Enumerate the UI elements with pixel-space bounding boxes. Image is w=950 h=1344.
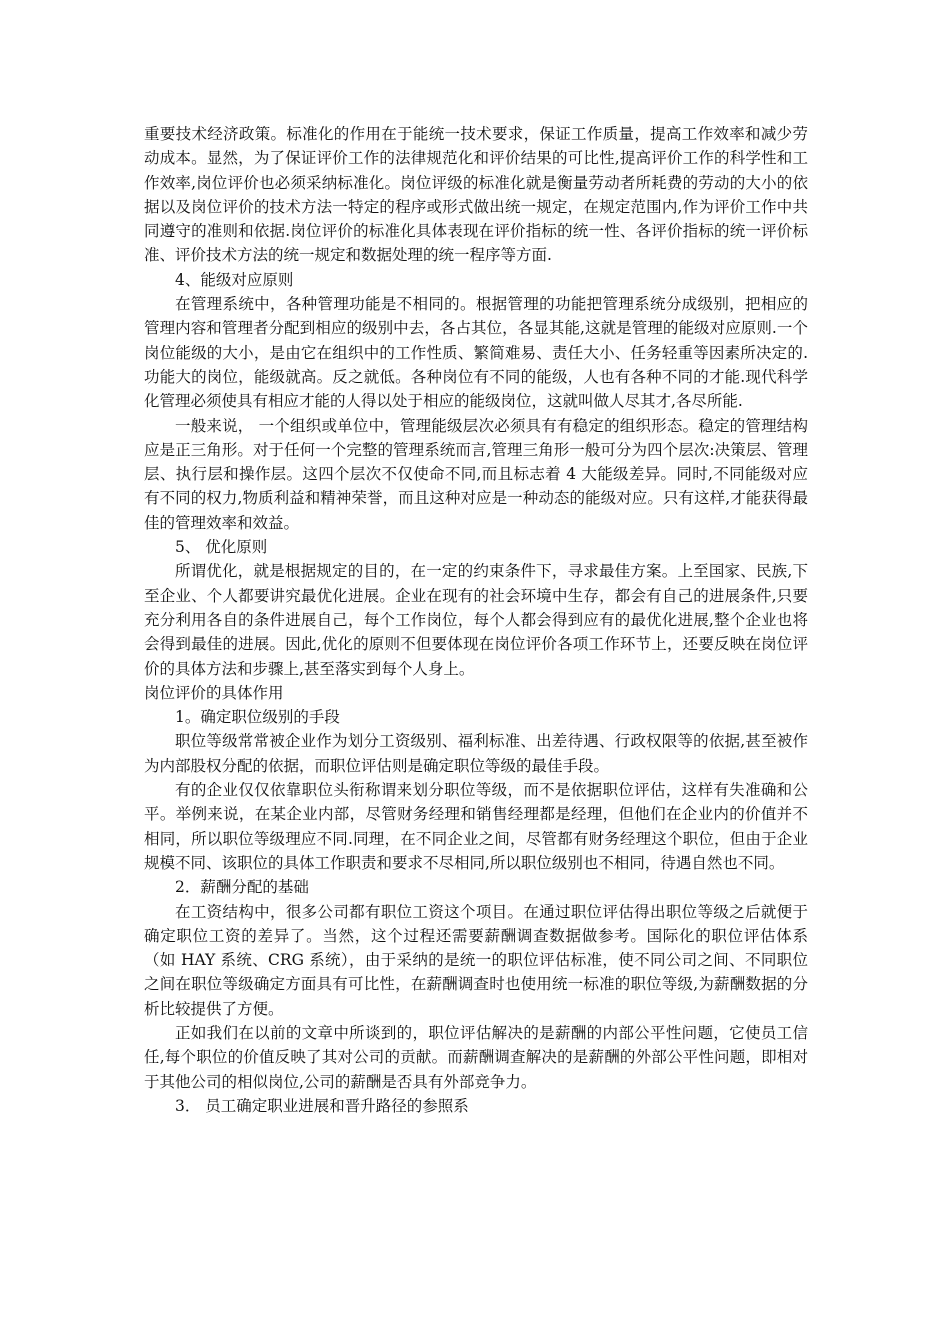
paragraph-optimization: 所谓优化，就是根据规定的目的，在一定的约束条件下，寻求最佳方案。上至国家、民族,下至企业、个人都要讲究最优化进展。企业在现有的社会环境中生存，都会有自己的进展条件,只要充分利用各自的条件进展自己，每个工作岗位，每个人都会得到应有的最优化进展,整个企业也将会得到最佳的进展。因此,优化的原则不但要体现在岗位评价各项工作环节上，还要反映在岗位评价的具体方法和步骤上,甚至落实到每个人身上。 — [144, 562, 808, 678]
paragraph-salary-2: 正如我们在以前的文章中所谈到的，职位评估解决的是薪酬的内部公平性问题，它使员工信任,每个职位的价值反映了其对公司的贡献。而薪酬调查解决的是薪酬的外部公平性问题，即相对于其他公司的相似岗位,公司的薪酬是否具有外部竞争力。 — [144, 1023, 808, 1091]
paragraph-job-level-2: 有的企业仅仅依靠职位头衔称谓来划分职位等级，而不是依据职位评估，这样有失准确和公平。举例来说，在某企业内部，尽管财务经理和销售经理都是经理，但他们在企业内的价值并不相同，所以职位等级理应不同.同理，在不同企业之间，尽管都有财务经理这个职位，但由于企业规模不同、该职位的具体工作职责和要求不尽相同,所以职位级别也不相同，待遇自然也不同。 — [144, 781, 808, 872]
section-title-job-evaluation-roles: 岗位评价的具体作用 — [144, 683, 284, 702]
paragraph-energy-level-1: 在管理系统中，各种管理功能是不相同的。根据管理的功能把管理系统分成级别，把相应的管理内容和管理者分配到相应的级别中去，各占其位，各显其能,这就是管理的能级对应原则.一个岗位能级的大小，是由它在组织中的工作性质、繁简难易、责任大小、任务轻重等因素所决定的.功能大的岗位，能级就高。反之就低。各种岗位有不同的能级，人也有各种不同的才能.现代科学化管理必须使具有相应才能的人得以处于相应的能级岗位，这就叫做人尽其才,各尽所能. — [144, 295, 808, 411]
paragraph-job-level-1: 职位等级常常被企业作为划分工资级别、福利标准、出差待遇、行政权限等的依据,甚至被作为内部股权分配的依据，而职位评估则是确定职位等级的最佳手段。 — [144, 732, 808, 775]
paragraph-energy-level-2: 一般来说， 一个组织或单位中，管理能级层次必须具有有稳定的组织形态。稳定的管理结构应是正三角形。对于任何一个完整的管理系统而言,管理三角形一般可分为四个层次:决策层、管理层、执行层和操作层。这四个层次不仅使命不同,而且标志着 4 大能级差异。同时,不同能级对应有不同的权力,物质利益和精神荣誉，而且这种对应是一种动态的能级对应。只有这样,才能获得最佳的管理效率和效益。 — [144, 416, 808, 532]
heading-job-level-means: 1。确定职位级别的手段 — [175, 708, 340, 727]
paragraph-salary-1: 在工资结构中，很多公司都有职位工资这个项目。在通过职位评估得出职位等级之后就便于确定职位工资的差异了。当然，这个过程还需要薪酬调查数据做参考。国际化的职位评估体系（如 HAY 系统、CRG 系统），由于采纳的是统一的职位评估标准，使不同公司之间、不同职位之间在职位等级确定方面具有可比性，在薪酬调查时也使用统一标准的职位等级,为薪酬数据的分析比较提供了方便。 — [144, 902, 808, 1018]
paragraph-standardization: 重要技术经济政策。标准化的作用在于能统一技术要求，保证工作质量，提高工作效率和减少劳动成本。显然，为了保证评价工作的法律规范化和评价结果的可比性,提高评价工作的科学性和工作效率,岗位评价也必须采纳标准化。岗位评级的标准化就是衡量劳动者所耗费的劳动的大小的依据以及岗位评价的技术方法一特定的程序或形式做出统一规定，在规定范围内,作为评价工作中共同遵守的准则和依据.岗位评价的标准化具体表现在评价指标的统一性、各评价指标的统一评价标准、评价技术方法的统一规定和数据处理的统一程序等方面. — [144, 125, 808, 265]
heading-optimization-principle: 5、 优化原则 — [175, 538, 268, 557]
heading-career-path: 3． 员工确定职业进展和晋升路径的参照系 — [175, 1096, 469, 1115]
document-body — [144, 122, 808, 1118]
heading-salary-basis: 2．薪酬分配的基础 — [175, 878, 309, 897]
heading-energy-level-principle: 4、能级对应原则 — [175, 270, 294, 289]
